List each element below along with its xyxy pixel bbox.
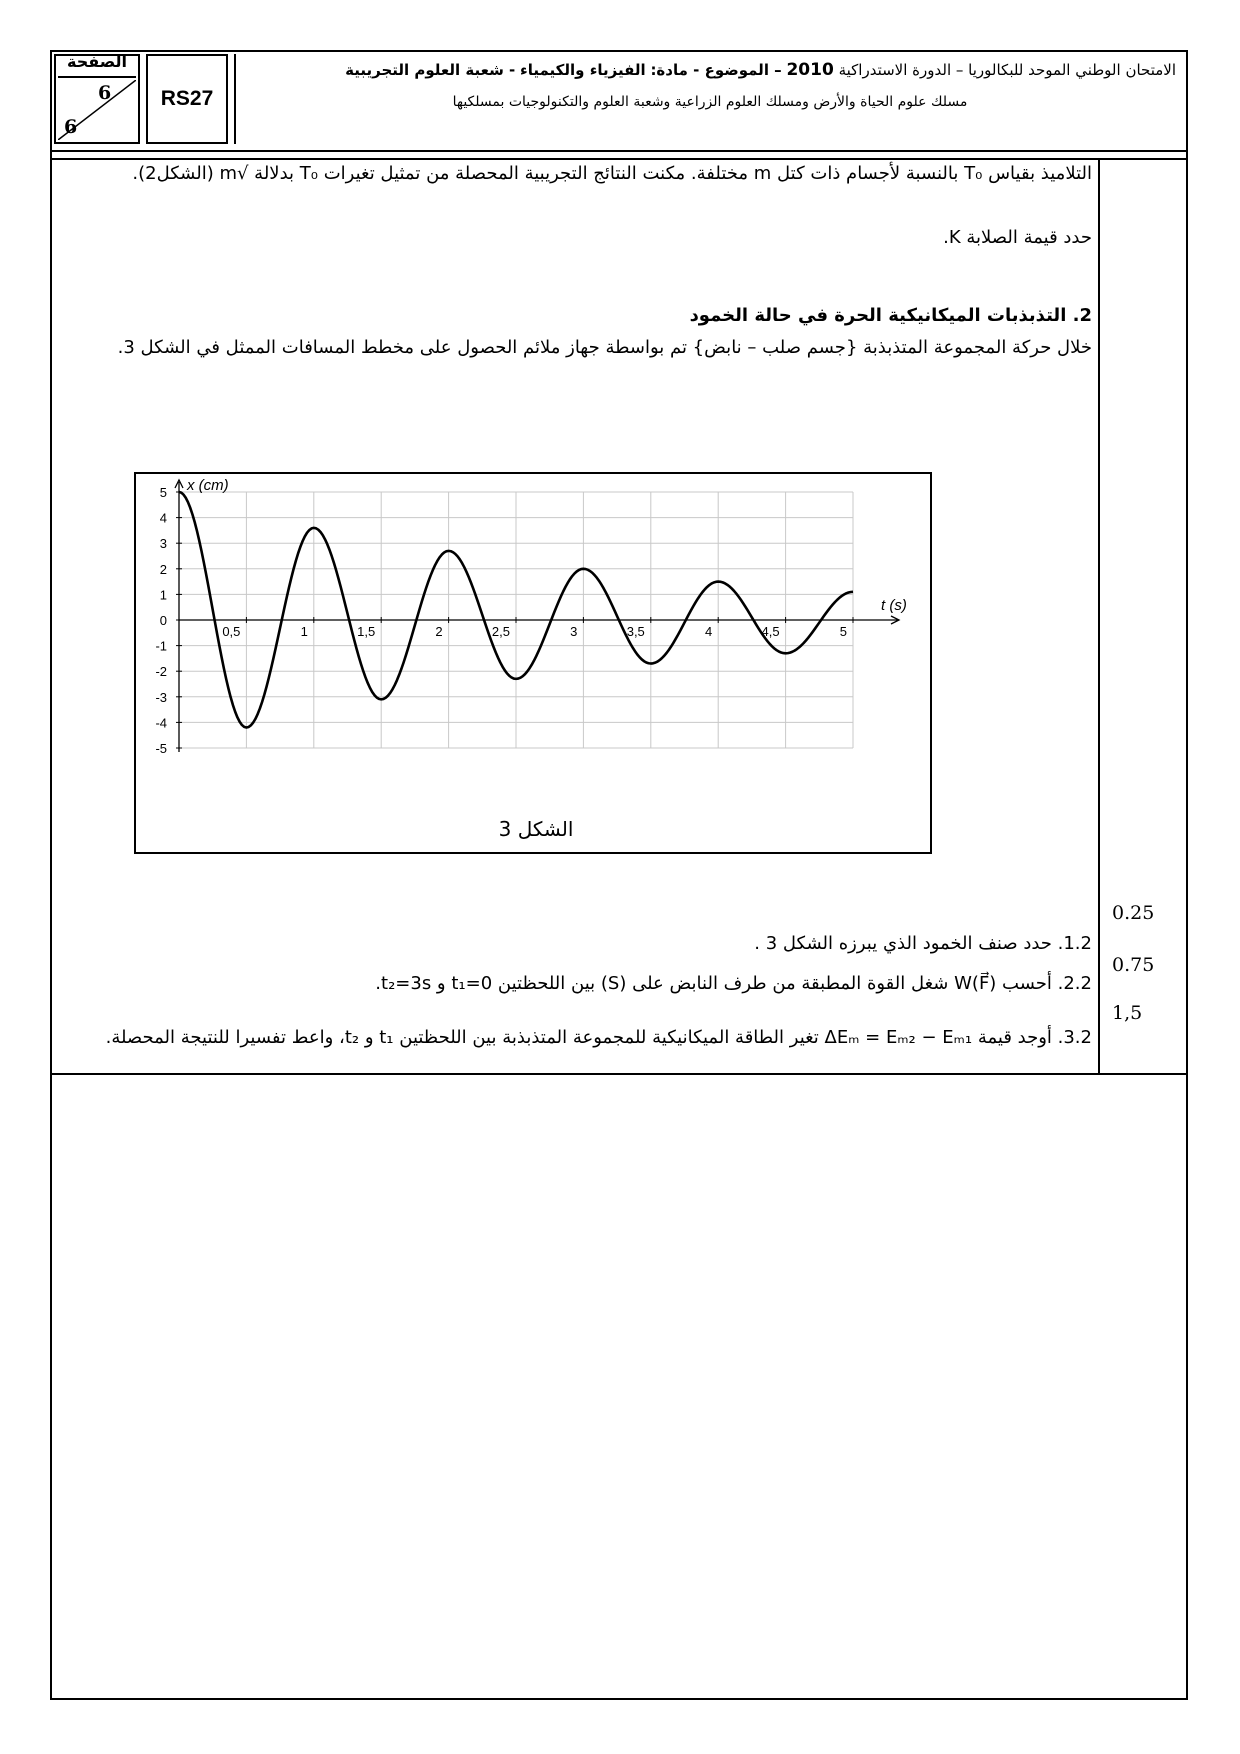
question-text: . حدد صنف الخمود الذي يبرزه الشكل 3 . (754, 933, 1064, 954)
x-tick-label: 1,5 (357, 624, 376, 639)
exam-title-line2: مسلك علوم الحياة والأرض ومسلك العلوم الزراعية وشعبة العلوم والتكنولوجيات بمسلكيها (452, 94, 968, 110)
figure-caption: الشكل 3 (498, 817, 574, 841)
x-tick-label: 5 (839, 624, 847, 639)
y-tick-label: 5 (159, 485, 167, 500)
section-title: 2. التذبذبات الميكانيكية الحرة في حالة الخمود (689, 305, 1092, 326)
y-tick-label: -2 (155, 664, 167, 680)
question-number: 2.2 (1063, 973, 1092, 994)
page-frame (50, 50, 1188, 1700)
y-tick-label: 2 (159, 561, 167, 577)
y-tick-label: 3 (159, 536, 167, 552)
paragraph-intro: التلاميذ بقياس T₀ بالنسبة لأجسام ذات كتل m مختلفة. مكنت النتائج التجريبية المحصلة من تمثيل تغيرات T₀ بدلالة √m (الشكل2). (132, 163, 1092, 184)
header-band (50, 152, 1188, 160)
y-tick-label: -4 (155, 715, 167, 731)
paragraph-determine-k: حدد قيمة الصلابة K. (943, 227, 1092, 248)
x-tick-label: 3,5 (626, 624, 645, 639)
y-tick-label: -1 (155, 638, 167, 654)
marks-column-separator (1098, 160, 1100, 1075)
marks-q3: 1,5 (1112, 1002, 1143, 1024)
y-tick-label: 0 (159, 613, 167, 628)
x-tick-label: 1 (300, 624, 308, 639)
y-tick-label: -5 (155, 741, 167, 756)
x-tick-label: 2,5 (491, 624, 510, 639)
title-part-b: – الموضوع - مادة: (650, 61, 782, 79)
page-label: الصفحة (58, 52, 136, 78)
y-tick-label: 1 (159, 587, 167, 603)
damped-oscillation-chart (136, 474, 930, 852)
x-tick-label: 4 (704, 624, 713, 639)
y-tick-label: -3 (155, 689, 167, 705)
chart-x-axis-label: t (s) (881, 597, 907, 614)
y-tick-label: 4 (159, 510, 167, 526)
question-number: 3.2 (1063, 1027, 1092, 1048)
question-2-2 (84, 970, 1092, 998)
x-tick-label: 0,5 (222, 624, 241, 639)
paragraph-setup: خلال حركة المجموعة المتذبذبة {جسم صلب – نابض} تم بواسطة جهاز ملائم الحصول على مخطط المسافات الممثل في الشكل 3. (117, 337, 1092, 358)
exam-title-box (234, 54, 1184, 144)
marks-q1: 0.25 (1112, 902, 1155, 924)
chart-y-axis-label: x (cm) (187, 477, 229, 494)
question-1-2 (84, 930, 1092, 958)
exam-title-line1 (345, 60, 1176, 80)
question-text: . أحسب W(F⃗) شغل القوة المطبقة من طرف النابض على (S) بين اللحظتين t₁=0 و t₂=3s. (375, 973, 1064, 994)
question-3-2 (84, 1024, 1092, 1052)
x-tick-label: 4,5 (761, 624, 780, 639)
exam-subject: الفيزياء والكيمياء (520, 61, 646, 79)
question-text: . أوجد قيمة ΔEₘ = Eₘ₂ − Eₘ₁ تغير الطاقة الميكانيكية للمجموعة المتذبذبة بين اللحظتين t₁ و t₂، واعط تفسيرا للنتيجة المحصلة. (105, 1027, 1064, 1048)
question-number: 1.2 (1063, 933, 1092, 954)
page-number: 6 (98, 82, 112, 104)
title-part-a: الامتحان الوطني الموحد للبكالوريا – الدورة الاستدراكية (838, 61, 1176, 79)
exam-code: RS27 (146, 54, 228, 144)
x-tick-label: 3 (570, 624, 578, 639)
title-part-c: - شعبة العلوم التجريبية (345, 61, 516, 79)
exam-year: 2010 (786, 60, 834, 80)
x-tick-label: 2 (435, 624, 443, 639)
marks-q2: 0.75 (1112, 954, 1155, 976)
content-bottom-rule (50, 1073, 1188, 1075)
page-total: 6 (64, 116, 78, 138)
